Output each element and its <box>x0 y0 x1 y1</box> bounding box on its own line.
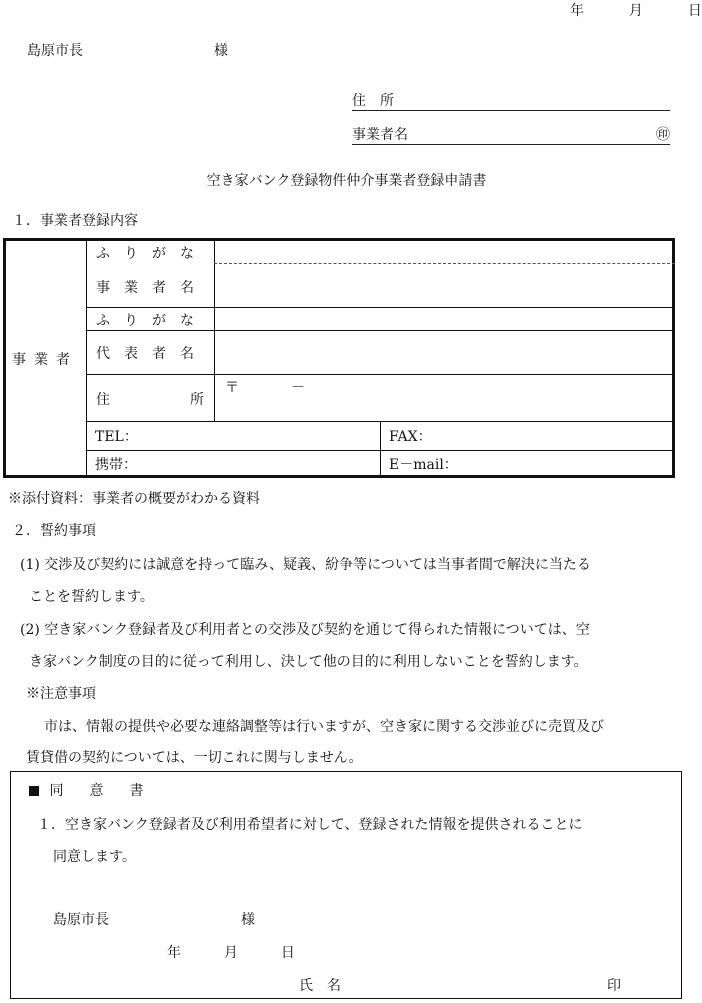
consent-addressee-honorific: 様 <box>241 912 255 928</box>
submission-date <box>570 0 702 20</box>
addressee-name: 島原市長 <box>27 43 83 59</box>
pledge-item2-line1: (2) 空き家バンク登録者及び利用者との交渉及び契約を通じて得られた情報については、空 <box>20 622 590 638</box>
business-name-label: 事業者名 <box>96 280 208 296</box>
document-title: 空き家バンク登録物件仲介事業者登録申請書 <box>206 173 487 189</box>
registration-table <box>3 238 675 478</box>
furigana-label-2: ふりがな <box>96 313 208 329</box>
business-name-input[interactable] <box>215 264 675 307</box>
section2-heading: ２．誓約事項 <box>12 523 96 539</box>
fax-field[interactable] <box>381 422 675 450</box>
consent-heading-row <box>29 780 149 800</box>
applicant-name-label: 事業者名 <box>352 127 408 143</box>
furigana-input-1[interactable] <box>215 241 675 263</box>
pledge-item1-line1: (1) 交渉及び契約には誠意を持って臨み、疑義、紛争等については当事者間で解決に当たる <box>20 557 591 573</box>
caution-line2: 賃貸借の契約については、一切これに関与しません。 <box>26 750 363 766</box>
consent-item-line2: 同意します。 <box>53 849 136 865</box>
representative-name-input[interactable] <box>215 331 675 374</box>
email-label: E－mail： <box>389 457 458 473</box>
date-day-label: 日 <box>687 3 702 19</box>
applicant-name-field[interactable] <box>352 124 670 145</box>
representative-name-label: 代表者名 <box>96 346 208 362</box>
addressee-line <box>27 40 228 60</box>
fax-label: FAX： <box>389 429 432 445</box>
applicant-seal-mark: ㊞ <box>656 127 670 143</box>
consent-date-day: 日 <box>280 945 295 961</box>
addressee-honorific: 様 <box>214 43 228 59</box>
furigana-label-1: ふりがな <box>96 246 208 262</box>
pledge-item1-line2: ことを誓約します。 <box>29 589 154 605</box>
consent-date[interactable] <box>167 942 295 962</box>
consent-seal-mark: 印 <box>607 978 621 994</box>
tel-label: TEL： <box>95 429 138 445</box>
email-field[interactable] <box>381 451 675 475</box>
applicant-address-label: 住 所 <box>352 93 394 109</box>
tel-field[interactable] <box>87 422 380 450</box>
consent-name-label: 氏 名 <box>299 978 341 994</box>
date-year-label: 年 <box>570 3 584 19</box>
mobile-field[interactable] <box>87 451 380 475</box>
section1-heading: １．事業者登録内容 <box>12 213 138 229</box>
consent-item-line1: １．空き家バンク登録者及び利用希望者に対して、登録された情報を提供されることに <box>37 817 583 833</box>
consent-form <box>10 771 682 999</box>
consent-addressee-name: 島原市長 <box>53 912 109 928</box>
consent-name-field[interactable] <box>371 975 606 993</box>
caution-line1: 市は、情報の提供や必要な連絡調整等は行いますが、空き家に関する交渉並びに売買及び <box>44 719 604 735</box>
business-side-label: 事業者 <box>12 352 78 368</box>
pledge-item2-line2: き家バンク制度の目的に従って利用し、決して他の目的に利用しないことを誓約します。 <box>29 654 588 670</box>
black-square-icon <box>29 786 39 796</box>
applicant-address-field[interactable] <box>352 90 670 111</box>
address-input[interactable] <box>215 375 675 421</box>
mobile-label: 携帯： <box>95 457 137 473</box>
postal-mark: 〒 <box>225 380 239 396</box>
consent-date-month: 月 <box>223 945 238 961</box>
consent-date-year: 年 <box>167 945 181 961</box>
address-label: 住所 <box>96 392 284 408</box>
furigana-input-2[interactable] <box>215 308 675 330</box>
postal-dash: － <box>291 380 305 396</box>
date-month-label: 月 <box>628 3 643 19</box>
consent-heading: 同 意 書 <box>49 783 150 799</box>
attachment-note: ※添付資料：事業者の概要がわかる資料 <box>8 491 260 507</box>
caution-heading: ※注意事項 <box>26 686 96 702</box>
